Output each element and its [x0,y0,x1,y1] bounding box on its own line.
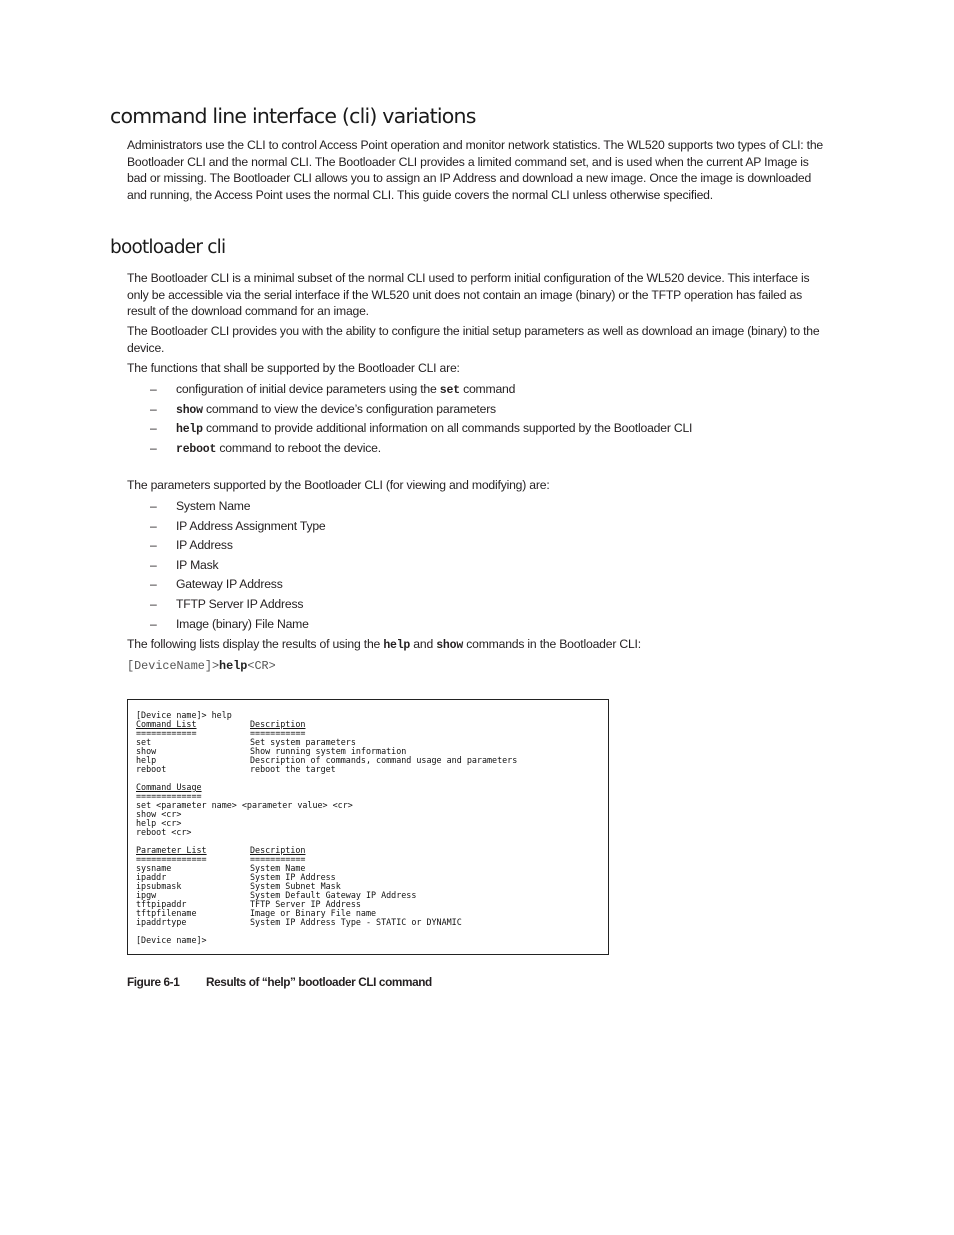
terminal-line: reboot reboot the target [136,764,336,774]
parameter-item: – IP Mask [150,557,219,572]
bootloader-paragraph-1: The Bootloader CLI is a minimal subset of the normal CLI used to perform initial configuration of the WL520 device. This interface is only be accessible via the serial interface if the WL520 unit does not contain an image (binary) or the TFTP operation has failed as result of the download command for an image. [127,271,810,318]
show-code: show [436,639,464,652]
terminal-line: ipaddrtype System IP Address Type - STATIC or DYNAMIC [136,917,462,927]
terminal-line: ipaddr System IP Address [136,872,336,882]
terminal-line: [Device name]> help [136,710,232,720]
terminal-line: Command Usage [136,782,202,792]
terminal-screenshot [127,699,609,955]
dash-marker: – [150,557,157,572]
terminal-line: Parameter List Description [136,845,306,855]
dash-marker: – [150,499,157,513]
command-code: help [176,423,203,436]
terminal-line: ipgw System Default Gateway IP Address [136,890,417,900]
lists-intro: The following lists display the results of using the help and show commands in the Bootloader CLI: [127,637,641,652]
functions-intro: The functions that shall be supported by the Bootloader CLI are: [127,361,460,375]
dash-marker: – [150,538,157,553]
dash-marker: – [150,577,157,592]
terminal-line: sysname System Name [136,863,306,873]
bootloader-heading: bootloader cli [110,237,226,258]
terminal-line: set <parameter name> <parameter value> <cr> [136,800,353,810]
terminal-line: show Show running system information [136,746,407,756]
help-code: help [383,639,411,652]
terminal-line: [Device name]> [136,935,207,945]
terminal-line: ============== =========== [136,854,306,864]
terminal-line: tftpipaddr TFTP Server IP Address [136,899,361,909]
figure-number: Figure 6-1 [127,975,180,989]
dash-marker: – [150,518,157,533]
cli-prompt-example: [DeviceName]>help<CR> [127,659,276,673]
terminal-line: help Description of commands, command usage and parameters [136,755,518,765]
parameter-item: – Gateway IP Address [150,577,283,592]
terminal-line: show <cr> [136,809,182,819]
terminal-line: ============ =========== [136,728,306,738]
parameter-item: – TFTP Server IP Address [150,597,304,611]
terminal-line: ============= [136,791,202,801]
terminal-line: set Set system parameters [136,737,356,747]
parameter-item: – IP Address Assignment Type [150,518,326,533]
figure-caption-text: Results of “help” bootloader CLI command [206,975,432,989]
parameter-item: – IP Address [150,538,233,553]
intro-paragraph: Administrators use the CLI to control Access Point operation and monitor network statistics. The WL520 supports two types of CLI: the Bootloader CLI and the normal CLI. The Bootloader CLI provides a limited command set, and is used when the current AP Image is bad or missing. The Bootloader CLI allows you to assign an IP Address and download a new image. Once the image is downloaded and running, the Access Point uses the normal CLI. This guide covers the normal CLI unless otherwise specified. [127,138,823,202]
main-heading: command line interface (cli) variations [110,104,476,128]
dash-marker: – [150,597,157,611]
terminal-line: tftpfilename Image or Binary File name [136,908,377,918]
figure-caption [127,975,432,989]
dash-marker: – [150,421,157,435]
parameter-item: – Image (binary) File Name [150,616,309,631]
function-item: – show command to view the device’s configuration parameters [150,402,496,417]
command-code: reboot [176,443,217,456]
terminal-line: ipsubmask System Subnet Mask [136,881,341,891]
command-code: show [176,404,203,417]
function-item: – help command to provide additional information on all commands supported by the Bootloader CLI [150,421,693,436]
function-item: – reboot command to reboot the device. [150,441,381,456]
parameter-item: – System Name [150,499,251,513]
parameters-intro: The parameters supported by the Bootloader CLI (for viewing and modifying) are: [127,478,550,492]
terminal-line: help <cr> [136,818,182,828]
dash-marker: – [150,616,157,631]
dash-marker: – [150,402,157,416]
dash-marker: – [150,382,157,396]
dash-marker: – [150,441,157,455]
command-code: set [439,384,460,397]
bootloader-paragraph-2: The Bootloader CLI provides you with the ability to configure the initial setup parameters as well as download an image (binary) to the device. [127,324,820,355]
terminal-line: Command List Description [136,719,306,729]
terminal-line: reboot <cr> [136,827,192,837]
function-item: – configuration of initial device parameters using the set command [150,382,516,397]
